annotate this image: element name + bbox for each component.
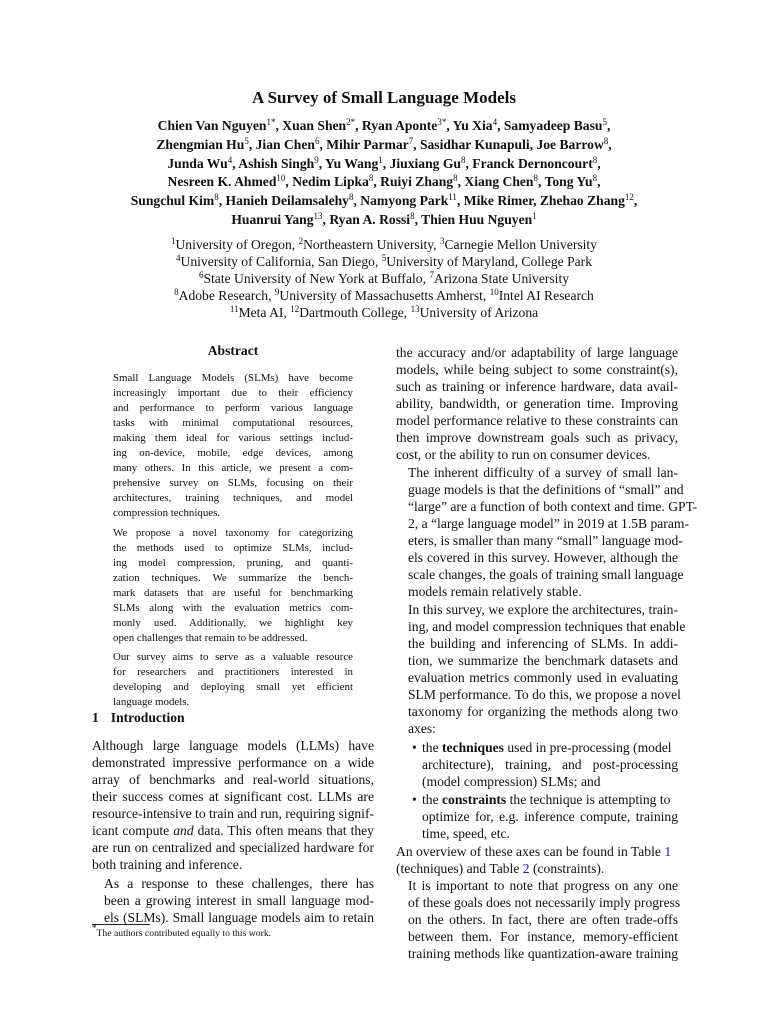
- author-affiliation-mark: 1*: [266, 117, 276, 127]
- text-line: eters, is smaller than many “small” language mod-: [408, 533, 683, 548]
- text-line: the accuracy and/or adaptability of large language: [396, 345, 678, 360]
- author-affiliation-mark: 5: [244, 135, 249, 146]
- author-affiliation-mark: 8: [453, 173, 458, 184]
- text-line: • the techniques used in pre-processing (model: [412, 740, 672, 755]
- author-affiliation-mark: 13: [313, 210, 323, 221]
- author-row: Zhengmian Hu$^5$, Jian Chen$^6$, Mihir Parmar$^7$, Sasidhar Kunapuli, Joe Barrow$^8$,: [156, 135, 612, 152]
- table-2-link[interactable]: 2: [522, 861, 530, 876]
- text-line: As a response to these challenges, there has: [104, 876, 374, 891]
- text-line: scale changes, the goals of training small language: [408, 567, 684, 582]
- text-line: of these goals does not necessarily imply progress: [408, 895, 681, 910]
- text-line: the building and inferencing of SLMs. In addi-: [408, 636, 678, 651]
- author-name: Ryan Aponte: [361, 118, 438, 133]
- author-name: Tong Yu: [544, 174, 593, 190]
- author-name: Yu Xia: [452, 118, 493, 133]
- text-line: been a growing interest in small language mod-: [104, 893, 374, 908]
- text-line: axes:: [408, 721, 436, 736]
- footnote-rule: [92, 924, 150, 925]
- author-row: Chien Van Nguyen$^{1*}$, Xuan Shen$^{2*}$, Ryan Aponte$^{3*}$, Yu Xia$^4$, Samyadeep Basu$^5$,: [157, 117, 611, 133]
- author-affiliation-mark: 8: [214, 192, 219, 203]
- author-row: Sungchul Kim$^8$, Hanieh Deilamsalehy$^8$, Namyong Park$^{11}$, Mike Rimer, Zhehao Zhang$^{12}$,: [130, 192, 638, 209]
- affiliation-mark: 8: [174, 287, 179, 297]
- text-line: (techniques) and Table 2 (constraints).: [396, 861, 605, 876]
- affiliation-row: [0, 236, 768, 253]
- author-name: Xiang Chen: [464, 174, 534, 190]
- text-line: It is important to note that progress on any one: [408, 878, 678, 893]
- affiliation-mark: 9: [274, 287, 280, 297]
- text-line: language models.: [113, 696, 190, 709]
- text-line: guage models is that the definitions of “small” and: [408, 482, 684, 497]
- author-name: Jian Chen: [255, 136, 315, 152]
- text-line: • the constraints the technique is attempting to: [412, 792, 671, 807]
- text-line: SLMs along with the evaluation metrics com-: [113, 601, 353, 614]
- author-affiliation-mark: 4: [492, 117, 498, 127]
- affiliation-name: University of Maryland, College Park: [386, 254, 592, 269]
- affiliation-mark: 7: [429, 270, 434, 280]
- text-line: between them. For instance, memory-efficient: [408, 929, 678, 944]
- text-line: cost, or the ability to run on consumer devices.: [396, 447, 651, 462]
- affiliation-mark: 13: [410, 304, 420, 314]
- text-line: architectures, training techniques, and model: [113, 492, 353, 504]
- bullet-marker: •: [412, 740, 417, 755]
- intro-paragraph-1: [92, 737, 374, 873]
- text-line: the methods used to optimize SLMs, includ-: [113, 541, 353, 554]
- author-affiliation-mark: 8: [592, 154, 598, 165]
- section-heading-introduction: [92, 710, 185, 726]
- text-line: and performance to perform various language: [113, 402, 353, 414]
- author-name: Xuan Shen: [282, 118, 347, 133]
- paragraph-tradeoffs: [396, 877, 681, 962]
- author-affiliation-mark: 1: [378, 154, 383, 165]
- affiliation-mark: 6: [198, 270, 204, 280]
- author-affiliation-mark: 8: [603, 135, 609, 146]
- author-row: Junda Wu$^4$, Ashish Singh$^9$, Yu Wang$^1$, Jiuxiang Gu$^8$, Franck Dernoncourt$^8$,: [167, 154, 601, 171]
- text-line: array of benchmarks and real-world situations,: [92, 772, 374, 787]
- author-row: Huanrui Yang$^{13}$, Ryan A. Rossi$^8$, Thien Huu Nguyen$^1$: [231, 210, 537, 227]
- author-affiliation-mark: 8: [368, 173, 374, 184]
- text-line: their success comes at significant cost. LLMs are: [92, 789, 374, 804]
- text-line: In this survey, we explore the architectures, train-: [408, 602, 678, 617]
- author-affiliation-mark: 9: [314, 154, 319, 165]
- affiliation-mark: 11: [229, 304, 239, 314]
- author-name: Mihir Parmar: [326, 136, 409, 152]
- author-name: Nesreen K. Ahmed: [167, 174, 277, 190]
- text-line: time, speed, etc.: [422, 826, 510, 841]
- author-affiliation-mark: 11: [448, 192, 457, 203]
- affiliation-mark: 1: [170, 236, 176, 246]
- affiliation-name: University of Arizona: [419, 305, 539, 320]
- text-line: making them ideal for various settings includ-: [113, 432, 353, 444]
- author-affiliation-mark: 4: [227, 154, 233, 165]
- bullet-techniques: [396, 739, 678, 790]
- text-line: compression techniques.: [113, 507, 221, 519]
- affiliation-mark: 4: [176, 253, 181, 263]
- text-line: The inherent difficulty of a survey of small lan-: [408, 465, 678, 480]
- text-line: model performance relative to these constraints can: [396, 413, 678, 428]
- footnote-text: The authors contributed equally to this work.: [96, 928, 272, 939]
- continued-paragraph: [396, 344, 678, 463]
- text-line: tion, we summarize the benchmark datasets and: [408, 653, 678, 668]
- text-line: Small Language Models (SLMs) have become: [113, 372, 353, 384]
- text-line: models remain relatively stable.: [408, 584, 582, 599]
- text-line: mark datasets that are useful for benchmarking: [113, 586, 353, 599]
- author-name: Ryan A. Rossi: [329, 211, 411, 227]
- affiliation-name: Adobe Research,: [178, 288, 275, 303]
- author-affiliation-mark: 3*: [437, 117, 447, 127]
- text-line: Our survey aims to serve as a valuable resource: [113, 651, 353, 664]
- affiliation-row: [0, 270, 768, 287]
- author-row: Nesreen K. Ahmed$^{10}$, Nedim Lipka$^8$, Ruiyi Zhang$^8$, Xiang Chen$^8$, Tong Yu$^8$,: [167, 173, 601, 190]
- author-name: Ashish Singh: [238, 155, 315, 171]
- author-list: [0, 117, 768, 230]
- affiliation-mark: 5: [381, 253, 387, 263]
- term-techniques: techniques: [442, 740, 504, 755]
- affiliation-name: Dartmouth College,: [299, 305, 411, 320]
- text-line: els (SLMs). Small language models aim to retain: [104, 910, 374, 925]
- author-affiliation-mark: 8: [348, 192, 354, 203]
- author-affiliation-mark: 1: [532, 210, 537, 221]
- text-line: on the others. In fact, there are often trade-offs: [408, 912, 678, 927]
- author-affiliation-mark: 5: [602, 117, 607, 127]
- author-name: Huanrui Yang: [231, 211, 314, 227]
- affiliation-mark: 12: [290, 304, 300, 314]
- text-line: for researchers and practitioners interested in: [113, 666, 353, 679]
- term-constraints: constraints: [442, 792, 507, 807]
- footnote-mark: *: [92, 923, 97, 933]
- affiliation-name: Intel AI Research: [498, 288, 594, 303]
- intro-paragraph-2: [92, 875, 374, 926]
- text-line: prehensive survey on SLMs, focusing on their: [113, 477, 353, 489]
- text-line: SLM performance. To do this, we propose a novel: [408, 687, 681, 702]
- footnote: [92, 923, 272, 939]
- section-title: Introduction: [110, 710, 185, 725]
- author-name: Namyong Park: [360, 193, 449, 209]
- affiliation-name: State University of New York at Buffalo,: [203, 271, 430, 286]
- paragraph-this-survey: [396, 601, 686, 737]
- section-number: 1: [92, 710, 99, 725]
- text-line: zation techniques. We summarize the bench-: [113, 571, 353, 584]
- affiliation-name: Arizona State University: [433, 271, 570, 286]
- text-line: many others. In this article, we present a com-: [113, 462, 353, 474]
- author-affiliation-mark: 12: [624, 192, 634, 203]
- author-name: Junda Wu: [167, 155, 228, 171]
- bullet-marker: •: [412, 792, 417, 807]
- text-line: developing and deploying small yet efficient: [113, 681, 353, 694]
- text-line: ing on-device, mobile, edge devices, among: [113, 447, 353, 459]
- abstract-body: [113, 371, 353, 715]
- abstract-paragraph: [113, 526, 353, 646]
- text-line: models, while being subject to some constraint(s),: [396, 362, 678, 377]
- paper-title: A Survey of Small Language Models: [252, 88, 516, 107]
- text-line: els covered in this survey. However, although the: [408, 550, 678, 565]
- author-name: Sungchul Kim: [130, 193, 215, 209]
- affiliation-name: University of Massachusetts Amherst,: [279, 288, 490, 303]
- affiliation-mark: 3: [439, 236, 445, 246]
- text-line: increasingly important due to their efficiency: [113, 387, 353, 399]
- affiliation-name: Carnegie Mellon University: [444, 237, 597, 252]
- text-line: architecture), training, and post-processing: [422, 757, 678, 772]
- affiliation-row: [0, 287, 768, 304]
- text-line: then improve downstream goals such as privacy,: [396, 430, 678, 445]
- text-line: Although large language models (LLMs) have: [92, 738, 374, 753]
- affiliation-name: University of Oregon,: [175, 237, 299, 252]
- text-line: are run on centralized and specialized hardware for: [92, 840, 374, 855]
- left-column-text: [92, 737, 374, 926]
- text-line: ability, bandwidth, or generation time. Improving: [396, 396, 678, 411]
- author-affiliation-mark: 8: [592, 173, 598, 184]
- text-line: both training and inference.: [92, 857, 243, 872]
- abstract-heading: Abstract: [207, 343, 259, 358]
- bullet-constraints: [396, 791, 678, 842]
- text-line: such as training or inference hardware, data avail-: [396, 379, 678, 394]
- text-line: optimize for, e.g. inference compute, training: [422, 809, 678, 824]
- author-name: Ruiyi Zhang: [380, 174, 454, 190]
- affiliation-name: Northeastern University,: [303, 237, 440, 252]
- text-line: ing, and model compression techniques that enable: [408, 619, 686, 634]
- author-name: Samyadeep Basu: [503, 118, 603, 133]
- author-affiliation-mark: 10: [276, 173, 286, 184]
- abstract-paragraph: [113, 650, 353, 710]
- text-line: ing model compression, pruning, and quanti-: [113, 556, 353, 569]
- author-name: Chien Van Nguyen: [157, 118, 267, 133]
- affiliation-mark: 10: [489, 287, 499, 297]
- author-affiliation-mark: 8: [410, 210, 415, 221]
- author-name: Nedim Lipka: [292, 174, 369, 190]
- text-line: We propose a novel taxonomy for categorizing: [113, 526, 353, 539]
- affiliation-list: [0, 236, 768, 321]
- affiliation-name: Meta AI,: [238, 305, 291, 320]
- text-line: icant compute and data. This often means that they: [92, 823, 374, 838]
- author-name: Thien Huu Nguyen: [421, 211, 533, 227]
- author-name: Jiuxiang Gu: [389, 155, 461, 171]
- text-line: resource-intensive to train and run, requiring signif-: [92, 806, 374, 821]
- affiliation-name: University of California, San Diego,: [180, 254, 382, 269]
- author-name: Sasidhar Kunapuli, Joe Barrow: [419, 136, 604, 152]
- author-name: Mike Rimer, Zhehao Zhang: [463, 193, 625, 209]
- paragraph-overview: [396, 843, 678, 877]
- right-column-text: [396, 344, 698, 962]
- author-name: Hanieh Deilamsalehy: [225, 193, 349, 209]
- author-name: Franck Dernoncourt: [472, 155, 593, 171]
- text-line: demonstrated impressive performance on a wide: [92, 755, 374, 770]
- author-name: Yu Wang: [325, 155, 379, 171]
- text-line: open challenges that remain to be addressed.: [113, 631, 308, 644]
- emphasis-and: and: [173, 823, 194, 838]
- text-line: tasks with minimal computational resources,: [113, 417, 353, 429]
- text-line: (model compression) SLMs; and: [422, 774, 601, 789]
- author-name: Zhengmian Hu: [156, 136, 245, 152]
- text-line: evaluation metrics commonly used in evaluating: [408, 670, 678, 685]
- affiliation-row: [0, 253, 768, 270]
- text-line: taxonomy for organizing the methods along two: [408, 704, 678, 719]
- affiliation-row: [0, 304, 768, 321]
- paragraph-difficulty: [396, 464, 698, 600]
- abstract-paragraph: [113, 371, 353, 521]
- text-line: monly used. Additionally, we highlight key: [113, 616, 353, 629]
- table-1-link[interactable]: 1: [664, 844, 672, 859]
- author-affiliation-mark: 6: [314, 135, 320, 146]
- text-line: An overview of these axes can be found in Table 1: [396, 844, 672, 859]
- author-affiliation-mark: 8: [460, 154, 466, 165]
- author-affiliation-mark: 8: [533, 173, 538, 184]
- author-affiliation-mark: 2*: [346, 117, 356, 127]
- text-line: “large” are a function of both context and time. GPT-: [408, 499, 698, 514]
- text-line: training methods like quantization-aware training: [408, 946, 678, 961]
- affiliation-mark: 2: [298, 236, 304, 246]
- author-affiliation-mark: 7: [408, 135, 414, 146]
- text-line: 2, a “large language model” in 2019 at 1.5B param-: [408, 516, 689, 531]
